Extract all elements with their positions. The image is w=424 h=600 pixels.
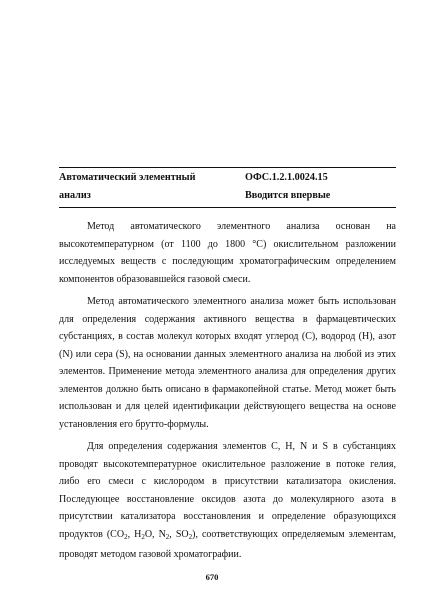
body-text	[59, 218, 396, 569]
p3-text-after: ), соответствующих определяемым элементам, проводят методом газовой хроматографии.	[59, 528, 396, 560]
header-top-rule	[59, 167, 396, 168]
paragraph-2: Метод автоматического элементного анализа может быть использован для определения содержания активного вещества в фармацевтических субстанциях, в состав молекул которых входят углерод (C), водород (H), азот (N) или сера (S), на основании данных элементного анализа на любой из этих элементов. Применение метода элементного анализа для определения других элементов должно быть описано в фармакопейной статье. Метод может быть использован и для целей идентификации действующего вещества на основе установления его брутто-формулы.	[59, 296, 396, 430]
p3-sub-1: 2	[124, 532, 128, 541]
monograph-status: Вводится впервые	[245, 190, 331, 201]
page-number: 670	[205, 572, 219, 582]
p3-sub-2: 2	[141, 532, 145, 541]
p3-sub-4: 2	[188, 532, 193, 541]
paragraph-1: Метод автоматического элементного анализа основан на высокотемпературном (от 1100 до 1800 °С) окислительном разложении исследуемых веществ с последующим хроматографическим определением компонентов образовавшейся газовой смеси.	[59, 221, 396, 285]
monograph-code: ОФС.1.2.1.0024.15	[245, 172, 328, 183]
p3-text-mid-2: O, N	[144, 528, 166, 540]
p3-text-before: Для определения содержания элементов C, H, N и S в субстанциях проводят высокотемпературное окислительное разложение в потоке гелия, либо его смеси с кислородом в присутствии катализатора окисления. Последующее восстановление оксидов азота до молекулярного азота в присутствии катализатора восстановления и определение образующихся продуктов (CO	[59, 441, 396, 540]
paragraph-3	[59, 438, 396, 564]
title-line-2: анализ	[59, 190, 91, 201]
header-bottom-rule	[59, 207, 396, 208]
monograph-meta	[245, 169, 395, 205]
monograph-title	[59, 169, 219, 205]
p3-sub-3: 2	[165, 532, 170, 541]
title-line-1: Автоматический элементный	[59, 172, 196, 183]
p3-text-mid-3: , SO	[169, 528, 189, 540]
p3-text-mid-1: , H	[127, 528, 142, 540]
